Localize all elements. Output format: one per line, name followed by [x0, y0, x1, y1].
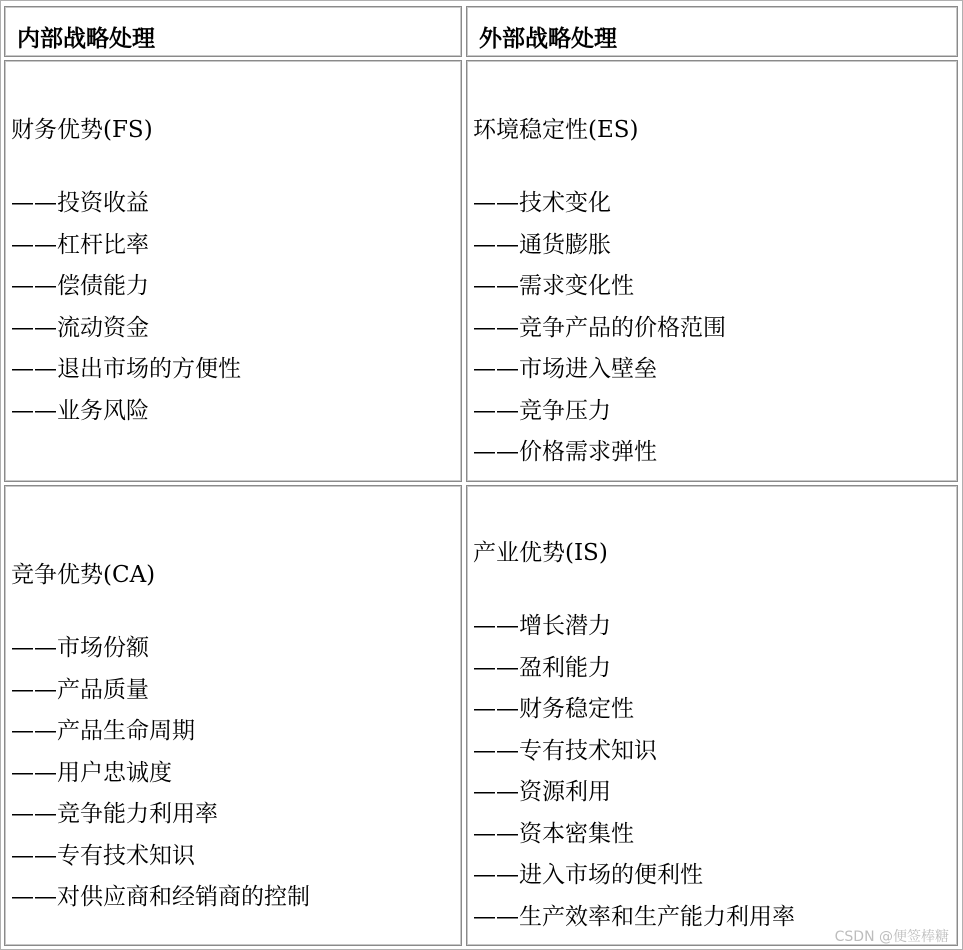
competitive-advantage-block: [11, 560, 310, 919]
list-item: ——生产效率和生产能力利用率: [473, 903, 795, 930]
list-item: ——产品生命周期: [11, 718, 195, 744]
list-item: ——退出市场的方便性: [11, 356, 241, 382]
cell-environment-stability: [466, 60, 958, 482]
list-item: ——市场进入壁垒: [473, 356, 657, 382]
industry-strength-block: [473, 538, 795, 938]
list-item: ——业务风险: [11, 397, 149, 424]
financial-strength-list: [11, 183, 241, 432]
financial-strength-title: 财务优势(FS): [11, 117, 153, 143]
environment-stability-block: [473, 115, 726, 474]
industry-strength-title: 产业优势(IS): [473, 540, 608, 566]
header-external: 外部战略处理: [479, 26, 617, 52]
list-item: ——盈利能力: [473, 654, 611, 681]
header-internal: 内部战略处理: [17, 26, 155, 52]
list-item: ——产品质量: [11, 676, 149, 703]
header-cell-external: [466, 6, 958, 57]
list-item: ——技术变化: [473, 190, 611, 216]
list-item: ——增长潜力: [473, 613, 611, 639]
list-item: ——通货膨胀: [473, 231, 611, 258]
competitive-advantage-list: [11, 628, 310, 919]
list-item: ——资源利用: [473, 779, 611, 805]
list-item: ——专有技术知识: [11, 842, 195, 869]
list-item: ——竞争压力: [473, 397, 611, 424]
list-item: ——杠杆比率: [11, 231, 149, 258]
industry-strength-list: [473, 606, 795, 938]
competitive-advantage-title: 竞争优势(CA): [11, 562, 156, 588]
list-item: ——投资收益: [11, 190, 149, 216]
list-item: ——竞争产品的价格范围: [473, 314, 726, 341]
list-item: ——专有技术知识: [473, 737, 657, 764]
cell-financial-strength: [4, 60, 462, 482]
list-item: ——市场份额: [11, 635, 149, 661]
financial-strength-block: [11, 115, 241, 432]
header-cell-internal: [4, 6, 462, 57]
list-item: ——用户忠诚度: [11, 759, 172, 786]
watermark: CSDN @便签棒糖: [834, 929, 949, 945]
list-item: ——偿债能力: [11, 273, 149, 299]
environment-stability-title: 环境稳定性(ES): [473, 117, 639, 143]
cell-competitive-advantage: [4, 485, 462, 946]
list-item: ——进入市场的便利性: [473, 862, 703, 888]
list-item: ——需求变化性: [473, 273, 634, 299]
list-item: ——流动资金: [11, 314, 149, 341]
list-item: ——财务稳定性: [473, 696, 634, 722]
cell-industry-strength: [466, 485, 958, 946]
list-item: ——资本密集性: [473, 820, 634, 847]
list-item: ——对供应商和经销商的控制: [11, 884, 310, 910]
list-item: ——竞争能力利用率: [11, 801, 218, 827]
list-item: ——价格需求弹性: [473, 439, 657, 465]
environment-stability-list: [473, 183, 726, 474]
